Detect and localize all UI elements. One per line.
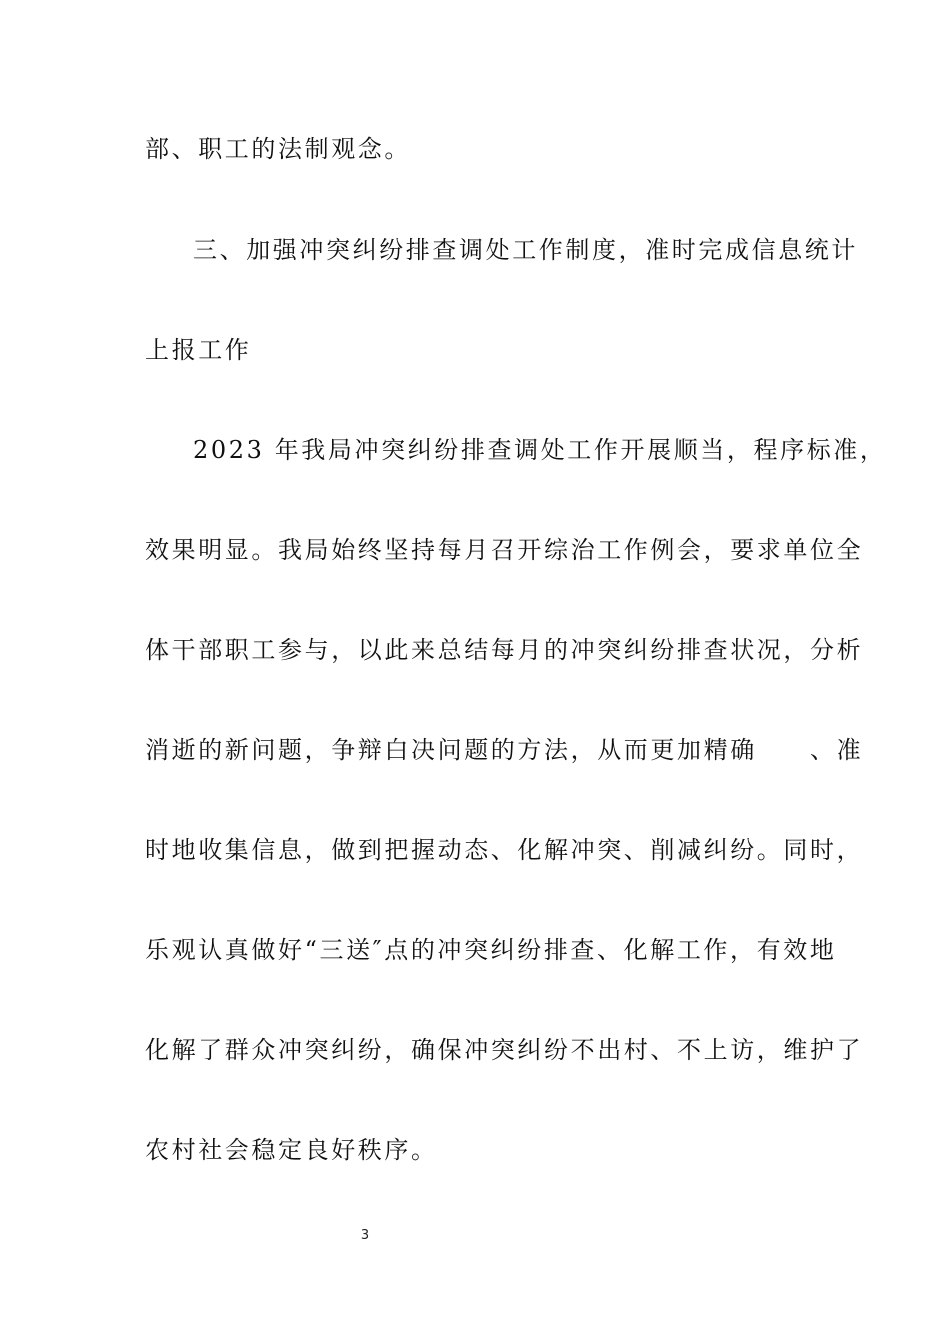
text-line: 时地收集信息，做到把握动态、化解冲突、削减纠纷。同时， [145,836,864,864]
text-line: 体干部职工参与，以此来总结每月的冲突纠纷排查状况，分析 [145,636,864,664]
text-line: 消逝的新问题，争辩白决问题的方法，从而更加精确 、准 [145,736,864,764]
section-heading: 三、加强冲突纠纷排查调处工作制度，准时完成信息统计 [193,236,858,264]
text-line: 效果明显。我局始终坚持每月召开综治工作例会，要求单位全 [145,536,864,564]
text-line: 乐观认真做好“三送″点的冲突纠纷排查、化解工作，有效地 [145,936,837,964]
text-line: 部、职工的法制观念。 [145,135,411,163]
section-heading-continued: 上报工作 [145,336,252,364]
text-line: 农村社会稳定良好秩序。 [145,1136,438,1164]
page-number: 3 [360,1228,370,1243]
paragraph-first-line: 2023 年我局冲突纠纷排查调处工作开展顺当，程序标准， [193,436,887,464]
text-line: 化解了群众冲突纠纷，确保冲突纠纷不出村、不上访，维护了 [145,1036,864,1064]
